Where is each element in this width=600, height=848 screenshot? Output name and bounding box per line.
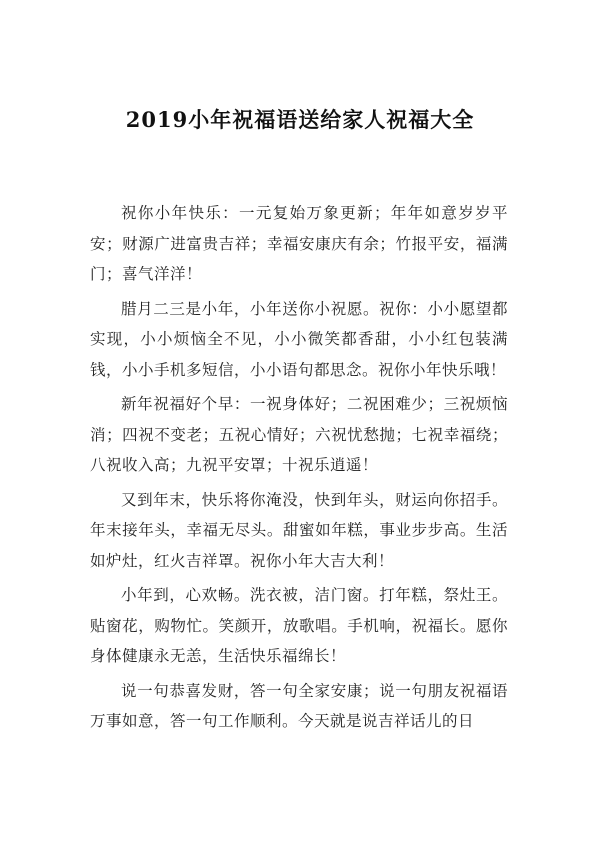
paragraph-3: 新年祝福好个早：一祝身体好；二祝困难少；三祝烦恼消；四祝不变老；五祝心情好；六祝忧愁抛；七祝幸福绕；八祝收入高；九祝平安罩；十祝乐逍遥！ — [90, 395, 508, 474]
document-body — [90, 198, 508, 741]
paragraph-6: 说一句恭喜发财，答一句全家安康；说一句朋友祝福语万事如意，答一句工作顺利。今天就是说吉祥话儿的日 — [90, 681, 508, 730]
document-title: 2019小年祝福语送给家人祝福大全 — [125, 107, 475, 132]
paragraph-5: 小年到，心欢畅。洗衣被，洁门窗。打年糕，祭灶王。贴窗花，购物忙。笑颜开，放歌唱。手机响，祝福长。愿你身体健康永无恙，生活快乐福绵长！ — [90, 586, 508, 665]
paragraph-2: 腊月二三是小年，小年送你小祝愿。祝你：小小愿望都实现，小小烦恼全不见，小小微笑都香甜，小小红包装满钱，小小手机多短信，小小语句都思念。祝你小年快乐哦！ — [90, 299, 508, 379]
paragraph-1: 祝你小年快乐：一元复始万象更新；年年如意岁岁平安；财源广进富贵吉祥；幸福安康庆有余；竹报平安，福满门；喜气洋洋！ — [90, 204, 508, 283]
paragraph-4: 又到年末，快乐将你淹没，快到年头，财运向你招手。年末接年头，幸福无尽头。甜蜜如年糕，事业步步高。生活如炉灶，红火吉祥罩。祝你小年大吉大利！ — [90, 490, 508, 570]
